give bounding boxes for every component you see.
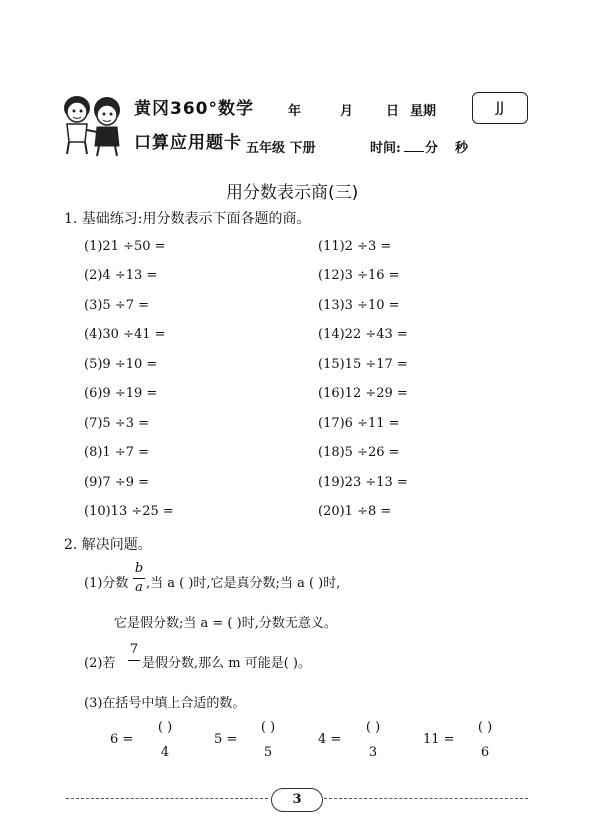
problem1-text: ,当 a ( )时,它是真分数;当 a ( )时, <box>146 576 341 591</box>
exercise-item: (2)4 ÷13 = <box>84 268 158 283</box>
exercise-item: (9)7 ÷9 = <box>84 475 150 490</box>
exercise-item: (20)1 ÷8 = <box>318 504 392 519</box>
page-title: 用分数表示商(三) <box>226 183 359 203</box>
problem2-fraction-numerator: 7 <box>129 642 139 657</box>
mascot-illustration <box>55 90 135 160</box>
exercise-item: (10)13 ÷25 = <box>84 504 174 519</box>
fill-numerator-blank[interactable]: ( ) <box>365 720 381 735</box>
fill-denominator: 5 <box>263 745 273 760</box>
fill-numerator-blank[interactable]: ( ) <box>157 720 173 735</box>
fill-numerator-blank[interactable]: ( ) <box>477 720 493 735</box>
fill-denominator: 6 <box>480 745 490 760</box>
exercise-item: (19)23 ÷13 = <box>318 475 408 490</box>
problem1-fraction-denominator: a <box>135 580 143 595</box>
grade-label: 五年级 下册 <box>246 141 316 156</box>
problem1-fraction-numerator: b <box>134 561 144 576</box>
exercise-item: (5)9 ÷10 = <box>84 357 158 372</box>
footer-line-right <box>324 798 528 799</box>
problem1-line2: 它是假分数;当 a = ( )时,分数无意义。 <box>114 616 337 631</box>
fill-numerator-blank[interactable]: ( ) <box>260 720 276 735</box>
page-number: 3 <box>271 788 323 812</box>
exercise-item: (15)15 ÷17 = <box>318 357 408 372</box>
section1-heading: 1. 基础练习:用分数表示下面各题的商。 <box>64 211 311 227</box>
problem2-fraction-bar <box>128 660 140 661</box>
exercise-item: (8)1 ÷7 = <box>84 445 150 460</box>
footer-line-left <box>66 798 268 799</box>
date-weekday: 星期 <box>410 104 437 119</box>
section2-heading: 2. 解决问题。 <box>64 537 152 553</box>
time-blank <box>404 151 424 152</box>
exercise-item: (14)22 ÷43 = <box>318 327 408 342</box>
exercise-item: (16)12 ÷29 = <box>318 386 408 401</box>
fill-whole: 11 = <box>423 732 455 747</box>
exercise-item: (11)2 ÷3 = <box>318 239 392 254</box>
fill-denominator: 4 <box>160 745 170 760</box>
problem2-text: 是假分数,那么 m 可能是( )。 <box>142 656 312 671</box>
exercise-item: (1)21 ÷50 = <box>84 239 166 254</box>
exercise-item: (6)9 ÷19 = <box>84 386 158 401</box>
time-second: 秒 <box>455 141 469 156</box>
problem2-prefix: (2)若 <box>84 656 116 671</box>
problem1-fraction-bar <box>133 578 145 579</box>
date-year: 年 <box>288 104 302 119</box>
exercise-item: (7)5 ÷3 = <box>84 416 150 431</box>
brand-subtitle: 口算应用题卡 <box>134 133 242 153</box>
fill-whole: 6 = <box>110 732 134 747</box>
problem3-heading: (3)在括号中填上合适的数。 <box>84 696 246 711</box>
date-month: 月 <box>340 104 354 119</box>
exercise-item: (12)3 ÷16 = <box>318 268 400 283</box>
problem1-prefix: (1)分数 <box>84 576 129 591</box>
exercise-item: (4)30 ÷41 = <box>84 327 166 342</box>
brand-title: 黄冈360°数学 <box>134 99 254 119</box>
exercise-item: (17)6 ÷11 = <box>318 416 400 431</box>
time-minute: 分 <box>425 141 439 156</box>
exercise-item: (13)3 ÷10 = <box>318 298 400 313</box>
date-day: 日 <box>386 104 400 119</box>
edition-code-box: JJ <box>472 92 528 124</box>
exercise-item: (3)5 ÷7 = <box>84 298 150 313</box>
fill-whole: 5 = <box>214 732 238 747</box>
fill-denominator: 3 <box>368 745 378 760</box>
fill-whole: 4 = <box>318 732 342 747</box>
exercise-item: (18)5 ÷26 = <box>318 445 400 460</box>
time-label: 时间: <box>370 141 401 156</box>
